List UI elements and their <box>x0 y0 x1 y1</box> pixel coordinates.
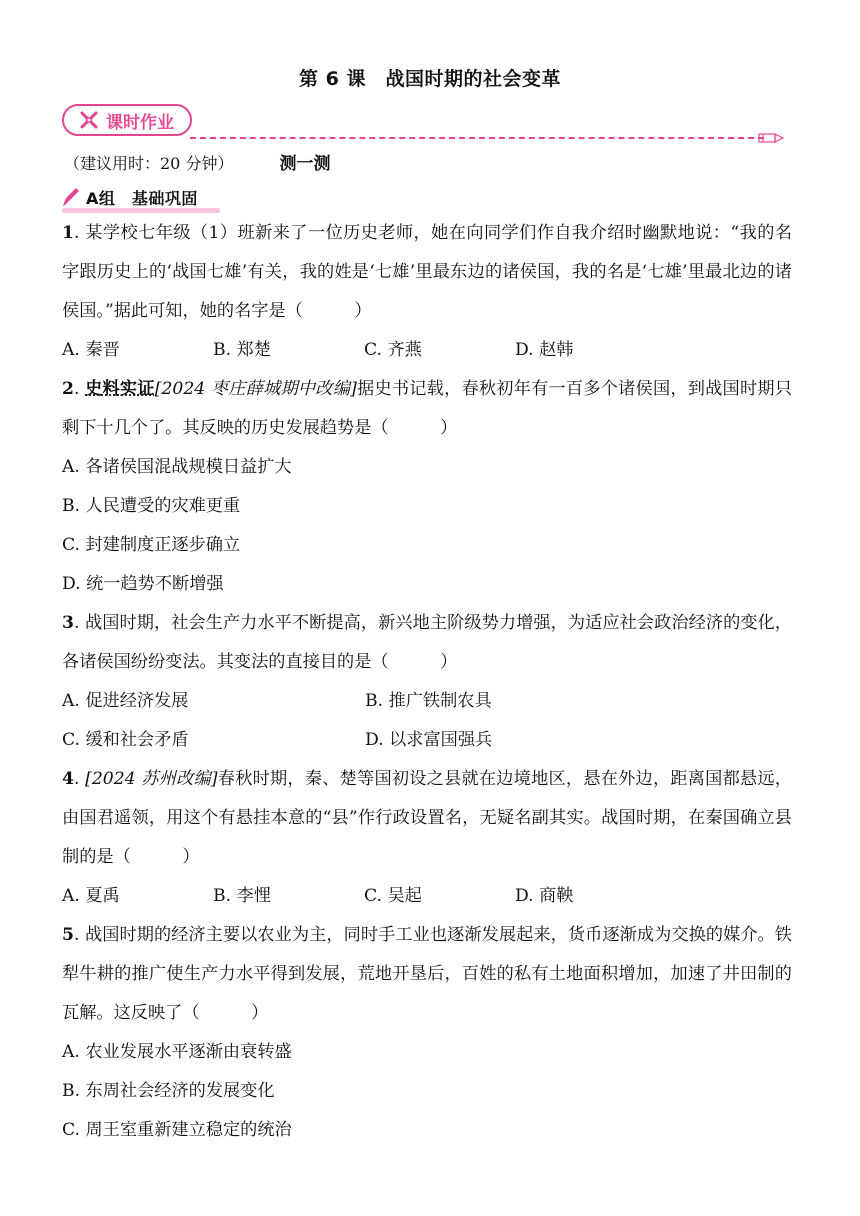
option-b[interactable]: B. 人民遭受的灾难更重 <box>62 496 241 516</box>
option-d[interactable]: D. 以求富国强兵 <box>365 730 493 750</box>
question-5 <box>62 916 792 1033</box>
question-text: 春秋时期，秦、楚等国初设之县就在边境地区，悬在外边，距离国都悬远，由国君遥领，用这个有悬挂本意的“县”作行政设置名，无疑名副其实。战国时期，在秦国确立县制的是（ ） <box>62 769 792 867</box>
option-b[interactable]: B. 东周社会经济的发展变化 <box>62 1081 275 1101</box>
meta-line <box>64 149 330 174</box>
homework-badge <box>62 104 192 136</box>
options-row <box>62 682 792 721</box>
question-text: . 某学校七年级（1）班新来了一位历史老师，她在向同学们作自我介绍时幽默地说：“我的名字跟历史上的‘战国七雄’有关，我的姓是‘七雄’里最东边的诸侯国，我的名是‘七雄’里最北边的诸侯国。”据此可知，她的名字是（ ） <box>62 223 792 321</box>
option-a[interactable]: A. 秦晋 <box>62 340 120 360</box>
question-text: 据史书记载，春秋初年有一百多个诸侯国，到战国时期只剩下十几个了。其反映的历史发展趋势是（ ） <box>62 379 792 438</box>
question-number: 2 <box>62 379 74 399</box>
option-c[interactable]: C. 缓和社会矛盾 <box>62 730 189 750</box>
option-c[interactable]: C. 齐燕 <box>364 340 422 360</box>
question-number: 5 <box>62 925 74 945</box>
pencil-ruler-icon <box>78 109 100 131</box>
option-b[interactable]: B. 郑楚 <box>213 340 271 360</box>
question-number: 3 <box>62 613 74 633</box>
badge-label: 课时作业 <box>106 112 174 133</box>
option-c[interactable]: C. 周王室重新建立稳定的统治 <box>62 1120 292 1140</box>
option-b[interactable]: B. 李悝 <box>213 886 271 906</box>
question-tag: 史料实证 <box>85 379 155 399</box>
pencil-tip-icon <box>758 131 784 145</box>
question-4: 4. [2024 苏州改编]春秋时期，秦、楚等国初设之县就在边境地区，悬在外边，距离国都悬远，由国君遥领，用这个有悬挂本意的“县”作行政设置名，无疑名副其实。战国时期，在秦国确立县制的是（ ） <box>62 769 792 867</box>
question-number: 4 <box>62 769 74 789</box>
question-number: 1 <box>62 223 74 243</box>
options-row <box>62 331 792 370</box>
question-3 <box>62 604 792 682</box>
option-d[interactable]: D. 赵韩 <box>515 340 574 360</box>
option-c[interactable]: C. 吴起 <box>364 886 422 906</box>
option-c[interactable]: C. 封建制度正逐步确立 <box>62 535 241 555</box>
options-row <box>62 877 792 916</box>
question-1 <box>62 214 792 331</box>
option-a[interactable]: A. 夏禹 <box>62 886 120 906</box>
question-text: . 战国时期，社会生产力水平不断提高，新兴地主阶级势力增强，为适应社会政治经济的变化，各诸侯国纷纷变法。其变法的直接目的是（ ） <box>62 613 792 672</box>
suggested-time: （建议用时：20 分钟） <box>64 154 234 173</box>
lesson-title: 第 6 课 战国时期的社会变革 <box>299 68 561 90</box>
option-b[interactable]: B. 推广铁制农具 <box>365 691 492 711</box>
question-text: . 战国时期的经济主要以农业为主，同时手工业也逐渐发展起来，货币逐渐成为交换的媒介。铁犁牛耕的推广使生产力水平得到发展，荒地开垦后，百姓的私有土地面积增加，加速了井田制的瓦解。这反映了（ ） <box>62 925 792 1023</box>
option-a[interactable]: A. 农业发展水平逐渐由衰转盛 <box>62 1042 292 1062</box>
question-2: 2. 史料实证[2024 枣庄薛城期中改编]据史书记载，春秋初年有一百多个诸侯国，到战国时期只剩下十几个了。其反映的历史发展趋势是（ ） <box>62 379 792 438</box>
brush-icon <box>62 187 80 207</box>
group-header <box>62 184 218 210</box>
option-a[interactable]: A. 促进经济发展 <box>62 691 189 711</box>
option-d[interactable]: D. 商鞅 <box>515 886 574 906</box>
header-divider <box>190 137 764 139</box>
options-row <box>62 721 792 760</box>
option-d[interactable]: D. 统一趋势不断增强 <box>62 574 224 594</box>
question-source: [2024 苏州改编] <box>85 769 218 789</box>
question-source: [2024 枣庄薛城期中改编] <box>154 379 357 399</box>
group-label: A组 基础巩固 <box>86 188 198 208</box>
question-list <box>62 214 792 1150</box>
option-a[interactable]: A. 各诸侯国混战规模日益扩大 <box>62 457 292 477</box>
test-label: 测一测 <box>279 154 331 174</box>
